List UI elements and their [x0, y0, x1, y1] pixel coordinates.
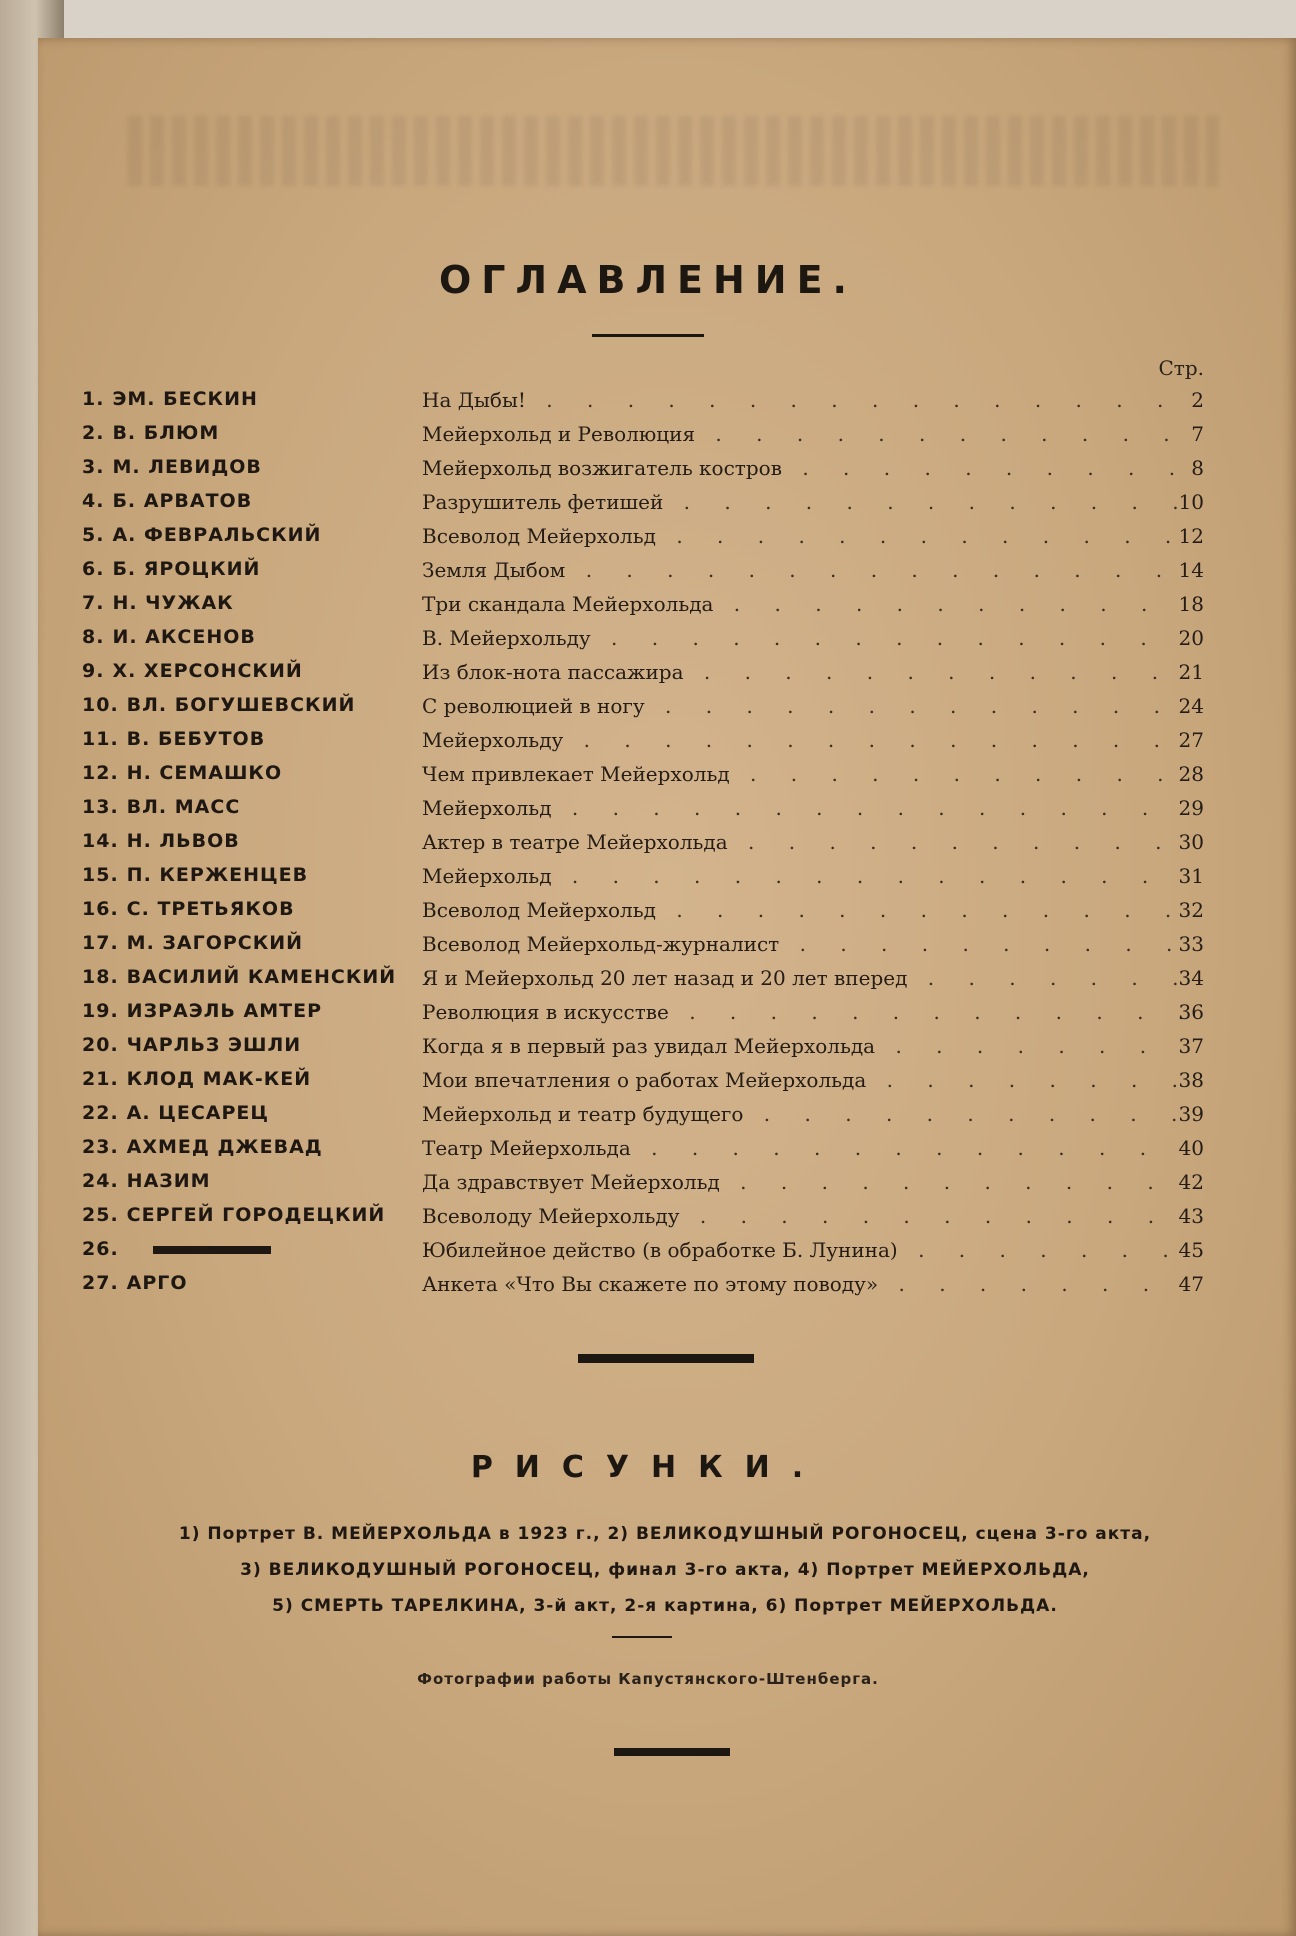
toc-title: Чем привлекает Мейерхольд . . . [422, 762, 1182, 786]
toc-title: Мейерхольд . . . [422, 864, 1182, 888]
toc-author [82, 1272, 188, 1294]
bottom-divider [614, 1748, 730, 1756]
credit-rule [612, 1636, 672, 1638]
toc-page-number: 40 [1178, 1136, 1204, 1160]
toc-page-number: 30 [1178, 830, 1204, 854]
photo-credit: Фотографии работы Капустянского-Штенберга. [417, 1670, 879, 1688]
toc-number: 8. [82, 626, 105, 648]
illustrations-line: 3) ВЕЛИКОДУШНЫЙ РОГОНОСЕЦ, финал 3-го акта, 4) Портрет МЕЙЕРХОЛЬДА, [240, 1560, 1090, 1580]
toc-author [82, 524, 321, 546]
toc-entry [0, 558, 1296, 592]
toc-entry [0, 864, 1296, 898]
toc-author-name: Х. ХЕРСОНСКИЙ [112, 660, 303, 682]
toc-entry [0, 966, 1296, 1000]
toc-author [82, 558, 260, 580]
toc-entry [0, 660, 1296, 694]
toc-number: 15. [82, 864, 119, 886]
toc-entry [0, 728, 1296, 762]
toc-title: Мои впечатления о работах Мейерхольда . . . [422, 1068, 1182, 1092]
toc-page-number: 32 [1178, 898, 1204, 922]
toc-title: Всеволод Мейерхольд . . . [422, 898, 1182, 922]
toc-number: 21. [82, 1068, 119, 1090]
toc-number: 26. [82, 1238, 119, 1260]
toc-author [82, 898, 295, 920]
toc-title: Всеволоду Мейерхольду . . . [422, 1204, 1182, 1228]
toc-author [82, 932, 303, 954]
toc-author-name: ИЗРАЭЛЬ АМТЕР [126, 1000, 322, 1022]
toc-number: 23. [82, 1136, 119, 1158]
toc-title: Три скандала Мейерхольда . . . [422, 592, 1182, 616]
toc-number: 24. [82, 1170, 119, 1192]
toc-title: Мейерхольд возжигатель костров . . . [422, 456, 1182, 480]
toc-author-name: Н. ЛЬВОВ [126, 830, 240, 852]
toc-author-name: А. ФЕВРАЛЬСКИЙ [112, 524, 322, 546]
toc-author [82, 626, 256, 648]
toc-author-name: Б. АРВАТОВ [112, 490, 253, 512]
toc-author-name: М. ЛЕВИДОВ [112, 456, 262, 478]
toc-page-number: 2 [1191, 388, 1204, 412]
toc-author [82, 660, 303, 682]
toc-entry [0, 1170, 1296, 1204]
toc-number: 5. [82, 524, 105, 546]
toc-author-name: В. БЕБУТОВ [126, 728, 266, 750]
author-dash-placeholder [153, 1246, 271, 1254]
toc-author [82, 490, 252, 512]
toc-page-number: 42 [1178, 1170, 1204, 1194]
toc-number: 18. [82, 966, 119, 988]
toc-number: 27. [82, 1272, 119, 1294]
toc-page-number: 10 [1178, 490, 1204, 514]
toc-author-name: Н. ЧУЖАК [112, 592, 234, 614]
toc-page-number: 7 [1191, 422, 1204, 446]
toc-title: Земля Дыбом . . . [422, 558, 1182, 582]
toc-title: Юбилейное действо (в обработке Б. Лунина) . . . [422, 1238, 1182, 1262]
toc-number: 6. [82, 558, 105, 580]
toc-author [82, 796, 240, 818]
toc-page-number: 21 [1178, 660, 1204, 684]
toc-author [82, 864, 308, 886]
toc-entry [0, 422, 1296, 456]
toc-author [82, 1136, 323, 1158]
toc-author-name: А. ЦЕСАРЕЦ [126, 1102, 269, 1124]
toc-author-name: АХМЕД ДЖЕВАД [126, 1136, 323, 1158]
toc-title: Разрушитель фетишей . . . [422, 490, 1182, 514]
toc-page-number: 14 [1178, 558, 1204, 582]
toc-title: Мейерхольд . . . [422, 796, 1182, 820]
toc-number: 4. [82, 490, 105, 512]
toc-author-name: ВАСИЛИЙ КАМЕНСКИЙ [126, 966, 397, 988]
toc-number: 3. [82, 456, 105, 478]
toc-author-name: НАЗИМ [126, 1170, 211, 1192]
toc-number: 13. [82, 796, 119, 818]
toc-number: 22. [82, 1102, 119, 1124]
toc-title: Когда я в первый раз увидал Мейерхольда . . . [422, 1034, 1182, 1058]
toc-author-name: М. ЗАГОРСКИЙ [126, 932, 304, 954]
toc-page-number: 29 [1178, 796, 1204, 820]
toc-number: 10. [82, 694, 119, 716]
toc-page-number: 27 [1178, 728, 1204, 752]
toc-author-name: ЭМ. БЕСКИН [112, 388, 258, 410]
toc-entry [0, 1238, 1296, 1272]
toc-title: Революция в искусстве . . . [422, 1000, 1182, 1024]
toc-author [82, 1204, 385, 1226]
toc-author-name: АРГО [126, 1272, 188, 1294]
toc-author-name: С. ТРЕТЬЯКОВ [126, 898, 295, 920]
toc-entry [0, 1000, 1296, 1034]
page-title: ОГЛАВЛЕНИЕ. [439, 258, 857, 302]
toc-title: Всеволод Мейерхольд-журналист . . . [422, 932, 1182, 956]
toc-author [82, 388, 258, 410]
toc-entry [0, 796, 1296, 830]
toc-number: 11. [82, 728, 119, 750]
toc-page-number: 12 [1178, 524, 1204, 548]
toc-page-number: 8 [1191, 456, 1204, 480]
toc-page-number: 34 [1178, 966, 1204, 990]
toc-entry [0, 456, 1296, 490]
toc-page-number: 24 [1178, 694, 1204, 718]
illustrations-line: 1) Портрет В. МЕЙЕРХОЛЬДА в 1923 г., 2) ВЕЛИКОДУШНЫЙ РОГОНОСЕЦ, сцена 3-го акта, [178, 1524, 1152, 1544]
toc-title: Из блок-нота пассажира . . . [422, 660, 1182, 684]
toc-entry [0, 694, 1296, 728]
toc-title: Мейерхольду . . . [422, 728, 1182, 752]
toc-number: 7. [82, 592, 105, 614]
toc-author [82, 966, 396, 988]
toc-author [82, 456, 262, 478]
toc-entry [0, 932, 1296, 966]
toc-entry [0, 388, 1296, 422]
toc-title: Да здравствует Мейерхольд . . . [422, 1170, 1182, 1194]
toc-author [82, 592, 234, 614]
toc-page-number: 37 [1178, 1034, 1204, 1058]
toc-author-name: В. БЛЮМ [112, 422, 220, 444]
toc-author-name: Б. ЯРОЦКИЙ [112, 558, 261, 580]
toc-number: 19. [82, 1000, 119, 1022]
illustrations-line: 5) СМЕРТЬ ТАРЕЛКИНА, 3-й акт, 2-я картина, 6) Портрет МЕЙЕРХОЛЬДА. [272, 1596, 1058, 1616]
toc-entry [0, 1068, 1296, 1102]
toc-author-name: ВЛ. МАСС [126, 796, 241, 818]
toc-page-number: 36 [1178, 1000, 1204, 1024]
toc-title: На Дыбы! . . . [422, 388, 1182, 412]
toc-author [82, 1170, 211, 1192]
toc-author-name: И. АКСЕНОВ [112, 626, 256, 648]
toc-number: 14. [82, 830, 119, 852]
toc-title: С революцией в ногу . . . [422, 694, 1182, 718]
toc-number: 1. [82, 388, 105, 410]
toc-number: 25. [82, 1204, 119, 1226]
toc-page-number: 33 [1178, 932, 1204, 956]
toc-author [82, 1238, 271, 1260]
toc-author [82, 1034, 301, 1056]
toc-page-number: 39 [1178, 1102, 1204, 1126]
toc-title: Всеволод Мейерхольд . . . [422, 524, 1182, 548]
toc-author [82, 728, 265, 750]
toc-number: 20. [82, 1034, 119, 1056]
toc-entry [0, 1204, 1296, 1238]
toc-page-number: 31 [1178, 864, 1204, 888]
toc-author-name: СЕРГЕЙ ГОРОДЕЦКИЙ [126, 1204, 386, 1226]
toc-title: Театр Мейерхольда . . . [422, 1136, 1182, 1160]
toc-page-number: 18 [1178, 592, 1204, 616]
toc-number: 12. [82, 762, 119, 784]
toc-number: 2. [82, 422, 105, 444]
toc-author [82, 422, 219, 444]
toc-title: Анкета «Что Вы скажете по этому поводу» . . . [422, 1272, 1182, 1296]
toc-author [82, 1000, 322, 1022]
toc-author-name: ЧАРЛЬЗ ЭШЛИ [126, 1034, 302, 1056]
toc-author-name: ВЛ. БОГУШЕВСКИЙ [126, 694, 356, 716]
toc-page-number: 20 [1178, 626, 1204, 650]
toc-page-number: 43 [1178, 1204, 1204, 1228]
toc-entry [0, 1034, 1296, 1068]
toc-entry [0, 490, 1296, 524]
toc-number: 16. [82, 898, 119, 920]
toc-entry [0, 1272, 1296, 1306]
toc-number: 17. [82, 932, 119, 954]
toc-title: Мейерхольд и Революция . . . [422, 422, 1182, 446]
toc-title: Актер в театре Мейерхольда . . . [422, 830, 1182, 854]
illustrations-heading: РИСУНКИ. [470, 1450, 826, 1485]
toc-author [82, 762, 282, 784]
toc-author-name: Н. СЕМАШКО [126, 762, 283, 784]
toc-entry [0, 626, 1296, 660]
toc-author-name: П. КЕРЖЕНЦЕВ [126, 864, 309, 886]
page-column-label: Стр. [1158, 356, 1204, 380]
toc-entry [0, 898, 1296, 932]
toc-author [82, 830, 240, 852]
toc-page-number: 28 [1178, 762, 1204, 786]
section-divider [578, 1354, 754, 1363]
toc-author [82, 1068, 311, 1090]
toc-title: Мейерхольд и театр будущего . . . [422, 1102, 1182, 1126]
toc-title: Я и Мейерхольд 20 лет назад и 20 лет вперед . . . [422, 966, 1182, 990]
toc-page-number: 47 [1178, 1272, 1204, 1296]
toc-entry [0, 1102, 1296, 1136]
toc-entry [0, 830, 1296, 864]
toc-entry [0, 592, 1296, 626]
toc-author-name: КЛОД МАК-КЕЙ [126, 1068, 312, 1090]
toc-entry [0, 524, 1296, 558]
toc-page-number: 45 [1178, 1238, 1204, 1262]
toc-number: 9. [82, 660, 105, 682]
toc-author [82, 694, 355, 716]
toc-title: В. Мейерхольду . . . [422, 626, 1182, 650]
toc-entry [0, 1136, 1296, 1170]
toc-entry [0, 762, 1296, 796]
toc-author [82, 1102, 269, 1124]
illustrations-list [120, 1516, 1210, 1624]
toc-page-number: 38 [1178, 1068, 1204, 1092]
